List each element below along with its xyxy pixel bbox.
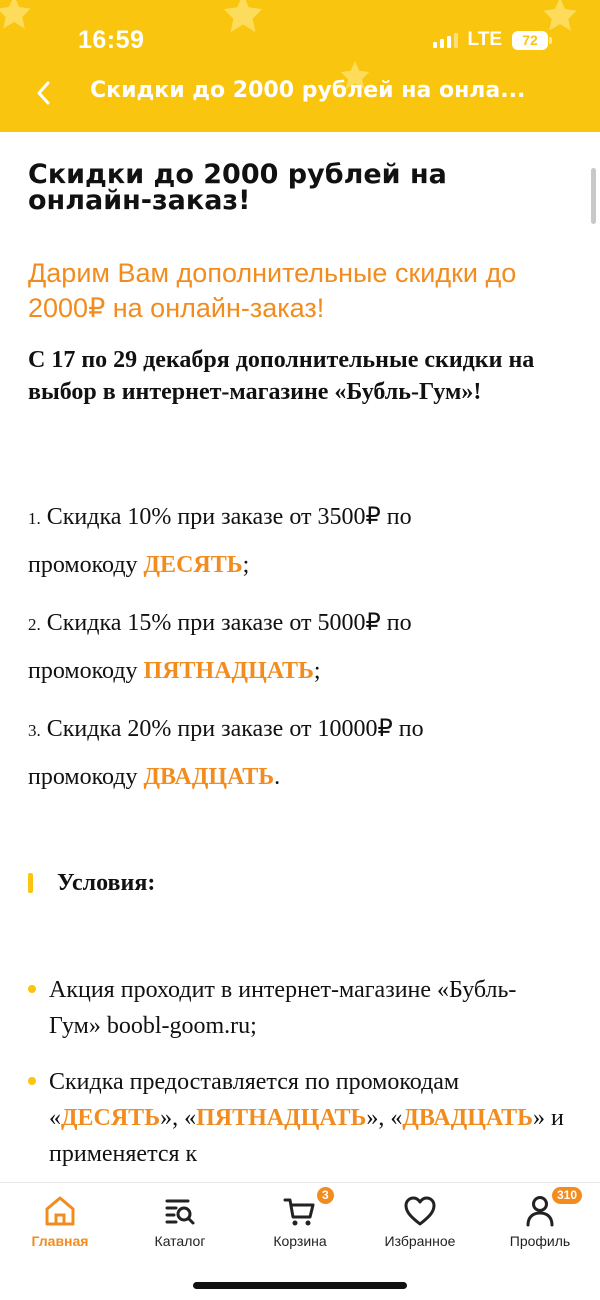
status-time: 16:59	[78, 26, 145, 54]
condition-text: Акция проходит в интернет-магазине «Бубль-Гум» boobl-goom.ru;	[49, 977, 517, 1039]
battery-icon	[512, 31, 552, 50]
offer-item	[28, 494, 578, 588]
home-indicator	[193, 1282, 407, 1289]
offer-number: 2.	[28, 615, 41, 634]
tab-label: Профиль	[509, 1233, 571, 1249]
article-subtitle: Дарим Вам дополнительные скидки до 2000₽ на онлайн-заказ!	[28, 258, 517, 323]
tab-catalog[interactable]	[120, 1193, 240, 1259]
offer-text: Скидка 10% при заказе от 3500₽ по	[46, 504, 412, 530]
tab-label: Каталог	[154, 1233, 206, 1249]
chevron-left-icon	[35, 80, 51, 106]
bullet-icon	[28, 985, 36, 993]
tab-label: Избранное	[384, 1233, 456, 1249]
catalog-search-icon	[120, 1193, 240, 1229]
home-icon	[0, 1193, 120, 1229]
promo-code: ДВАДЦАТЬ	[143, 764, 275, 790]
article-content[interactable]	[0, 132, 600, 1182]
page-title: Скидки до 2000 рублей на онлайн-заказ!	[28, 159, 447, 216]
promo-code: ПЯТНАДЦАТЬ	[143, 658, 314, 684]
tab-favorites[interactable]	[360, 1193, 480, 1259]
tab-label: Главная	[31, 1233, 89, 1249]
conditions-heading	[28, 868, 155, 898]
status-indicators	[433, 29, 552, 51]
signal-icon	[433, 32, 458, 48]
article-intro: С 17 по 29 декабря дополнительные скидки на выбор в интернет-магазине «Бубль-Гум»!	[28, 347, 535, 405]
offer-number: 1.	[28, 509, 41, 528]
tab-home[interactable]	[0, 1193, 120, 1259]
offer-text: Скидка 20% при заказе от 10000₽ по	[46, 716, 424, 742]
offer-end: ;	[242, 552, 250, 578]
cart-badge: 3	[317, 1187, 334, 1204]
offer-prefix: промокоду	[28, 658, 138, 684]
cart-icon	[240, 1188, 360, 1229]
star-decoration-icon	[0, 0, 34, 37]
conditions-list	[28, 972, 568, 1182]
condition-item	[28, 972, 568, 1044]
tab-profile[interactable]	[480, 1188, 600, 1259]
condition-item	[28, 1064, 568, 1172]
offer-item	[28, 706, 578, 800]
offer-text: Скидка 15% при заказе от 5000₽ по	[46, 610, 412, 636]
promo-code: ДВАДЦАТЬ	[402, 1105, 533, 1131]
offer-prefix: промокоду	[28, 764, 138, 790]
scrollbar[interactable]	[591, 168, 596, 224]
offer-end: ;	[313, 658, 321, 684]
battery-level: 72	[512, 31, 548, 50]
heading-marker	[28, 873, 33, 893]
heart-icon	[360, 1193, 480, 1229]
app-header	[0, 0, 600, 132]
tab-label: Корзина	[273, 1233, 327, 1249]
promo-code: ПЯТНАДЦАТЬ	[196, 1105, 367, 1131]
offer-number: 3.	[28, 721, 41, 740]
condition-text: Скидка предоставляется по промокодам «	[49, 1069, 460, 1131]
bullet-icon	[28, 1077, 36, 1085]
conditions-label: Условия:	[57, 869, 156, 896]
tab-cart[interactable]	[240, 1188, 360, 1259]
offer-end: .	[274, 764, 281, 790]
header-title: Скидки до 2000 рублей на онла...	[90, 78, 526, 103]
offer-item	[28, 600, 578, 694]
offer-prefix: промокоду	[28, 552, 138, 578]
condition-text: » и применяется к	[49, 1105, 564, 1167]
network-type: LTE	[467, 29, 502, 50]
profile-icon	[480, 1188, 600, 1229]
promo-code: ДЕСЯТЬ	[61, 1105, 161, 1131]
promo-code: ДЕСЯТЬ	[143, 552, 243, 578]
star-decoration-icon	[220, 0, 266, 41]
profile-badge: 310	[552, 1187, 582, 1204]
condition-separator: », «	[160, 1105, 197, 1131]
condition-separator: », «	[366, 1105, 403, 1131]
back-button[interactable]	[28, 76, 58, 110]
